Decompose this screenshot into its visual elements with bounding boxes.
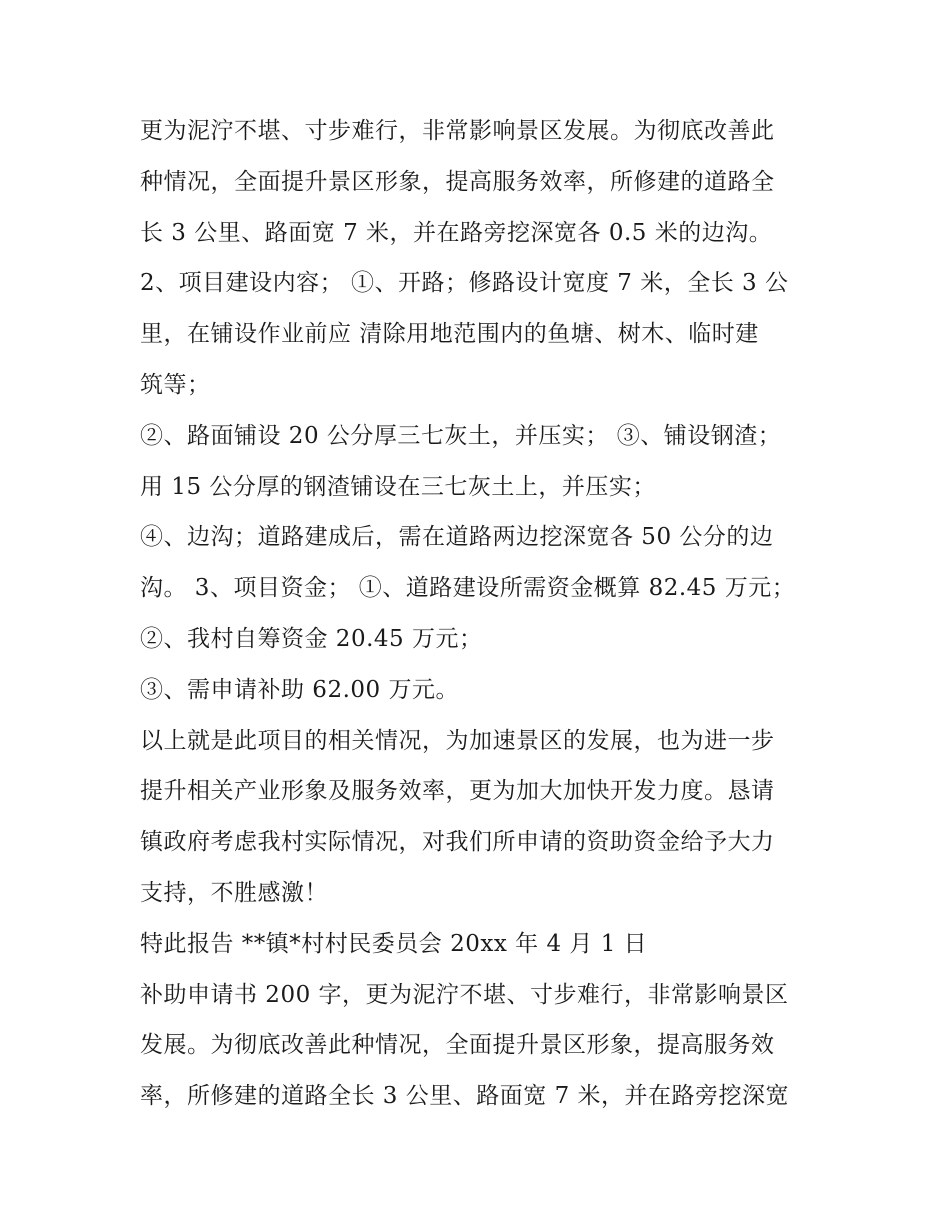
text-line: ②、我村自筹资金 20.45 万元； (140, 625, 483, 652)
text-line: 长 3 公里、路面宽 7 米，并在路旁挖深宽各 0.5 米的边沟。 (140, 219, 773, 246)
text-line: 2、项目建设内容； ①、开路；修路设计宽度 7 米，全长 3 公 (140, 270, 789, 297)
text-line: 提升相关产业形象及服务效率，更为加大加快开发力度。恳请 (140, 778, 775, 805)
text-line: 以上就是此项目的相关情况，为加速景区的发展，也为进一步 (140, 727, 775, 754)
text-line: 沟。 3、项目资金； ①、道路建设所需资金概算 82.45 万元； (140, 575, 796, 602)
text-line: 发展。为彻底改善此种情况，全面提升景区形象，提高服务效 (140, 1032, 775, 1059)
text-line: 筑等； (140, 371, 211, 398)
text-line: 里，在铺设作业前应 清除用地范围内的鱼塘、树木、临时建 (140, 321, 759, 348)
text-line: 特此报告 **镇*村村民委员会 20xx 年 4 月 1 日 (140, 930, 648, 957)
text-line: 更为泥泞不堪、寸步难行，非常影响景区发展。为彻底改善此 (140, 118, 775, 144)
text-line: 支持，不胜感激！ (140, 879, 328, 906)
text-line: ④、边沟；道路建成后，需在道路两边挖深宽各 50 公分的边 (140, 524, 774, 551)
text-line: 种情况，全面提升景区形象，提高服务效率，所修建的道路全 (140, 168, 775, 195)
text-line: 镇政府考虑我村实际情况，对我们所申请的资助资金给予大力 (140, 829, 775, 856)
text-line: ③、需申请补助 62.00 万元。 (140, 676, 459, 703)
document-body (140, 106, 830, 1122)
text-line: 用 15 公分厚的钢渣铺设在三七灰土上，并压实； (140, 473, 656, 500)
text-line: 补助申请书 200 字，更为泥泞不堪、寸步难行，非常影响景区 (140, 981, 789, 1008)
text-line: 率，所修建的道路全长 3 公里、路面宽 7 米，并在路旁挖深宽 (140, 1083, 790, 1110)
text-line: ②、路面铺设 20 公分厚三七灰土，并压实； ③、铺设钢渣； (140, 422, 782, 449)
